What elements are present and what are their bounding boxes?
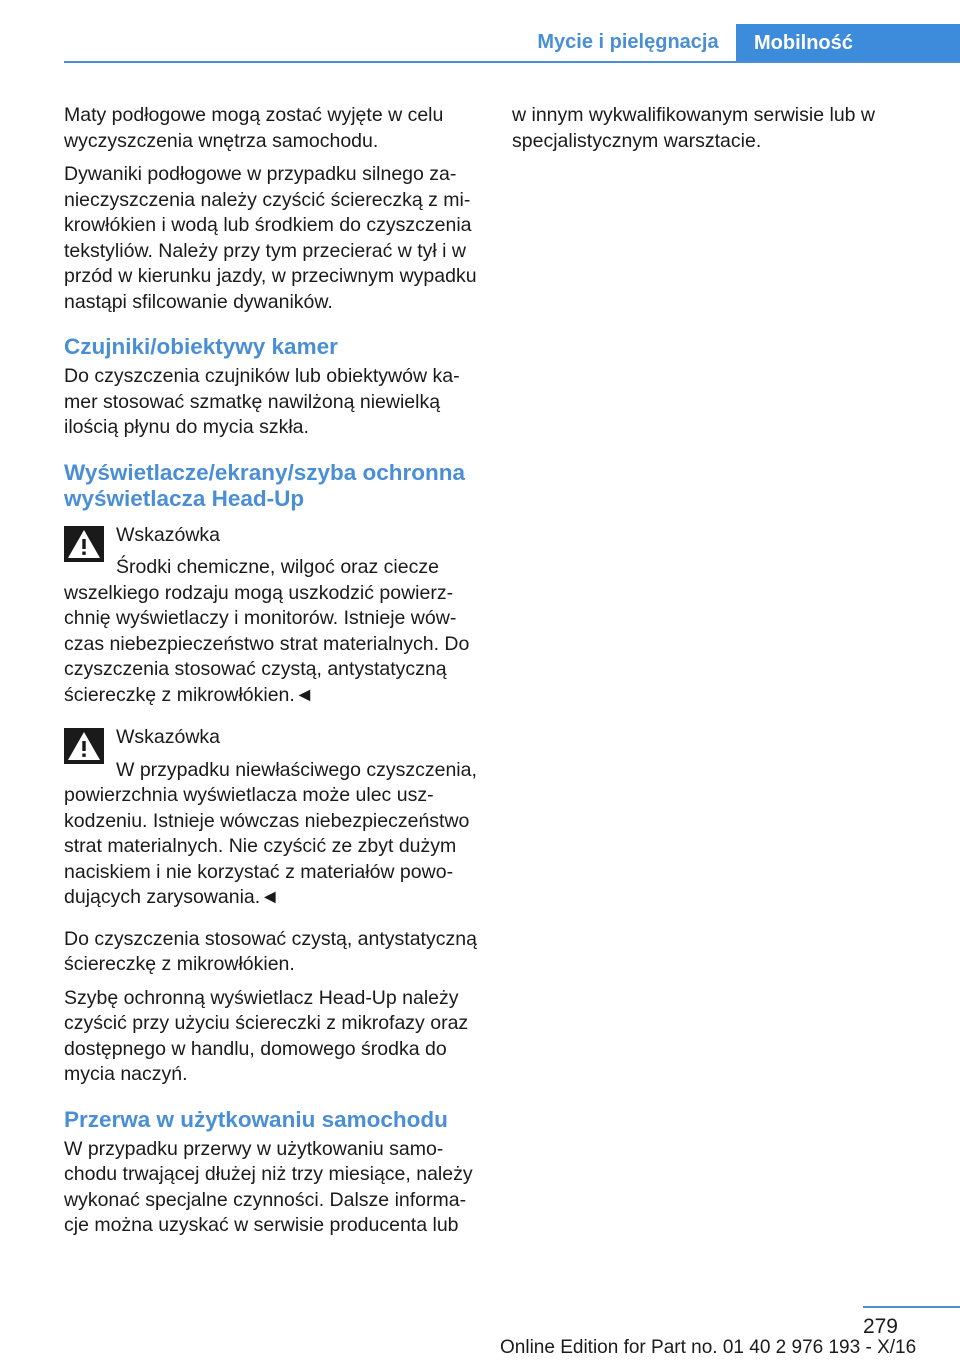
page-number: 279 [862, 1315, 898, 1338]
warning-triangle-icon [64, 526, 104, 562]
paragraph-storage-continued: w innym wykwalifikowanym serwisie lub w specjalistycznym warsztacie. [512, 104, 876, 152]
warning-2-text: W przypadku niewłaściwego czyszczenia, powierzchnia wyświetlacza może ulec uszkodzeniu. Istnieje wówczas niebezpieczeństwo strat materialnych. Nie czyścić ze zbyt dużym naciskiem i nie korzystać z materiałów powodujących zarysowania.◄ [64, 758, 477, 908]
warning-1-title: Wskazówka [116, 523, 221, 546]
right-column [512, 103, 897, 162]
left-column [64, 103, 482, 1247]
paragraph-head-up-glass: Szybę ochronną wyświetlacz Head-Up należy czyścić przy użyciu ściereczki z mikrofazy oraz dostępnego w handlu, domowego środka do mycia naczyń. [64, 986, 469, 1085]
header-section-tab: Mycie i pielęgnacja [537, 31, 719, 53]
heading-sensors: Czujniki/obiektywy kamer [64, 334, 338, 359]
footer-rule [863, 1306, 960, 1308]
paragraph-storage: W przypadku przerwy w użytkowaniu samochodu trwającej dłużej niż trzy miesiące, należy wykonać specjalne czynności. Dalsze informacje można uzyskać w serwisie producenta lub [64, 1137, 473, 1236]
paragraph-floor-mats: Maty podłogowe mogą zostać wyjęte w celu wyczyszczenia wnętrza samochodu. [64, 104, 444, 152]
warning-block-2 [64, 724, 482, 911]
warning-2-title: Wskazówka [116, 726, 221, 748]
paragraph-antistatic-cloth: Do czyszczenia stosować czystą, antystatyczną ściereczkę z mikrowłókien. [64, 927, 477, 975]
header-chapter-tab: Mobilność [736, 24, 960, 63]
edition-footer: Online Edition for Part no. 01 40 2 976 193 - X/16 [500, 1337, 917, 1358]
paragraph-sensors: Do czyszczenia czujników lub obiektywów kamer stosować szmatkę nawilżoną niewielką ilością płynu do mycia szkła. [64, 365, 460, 438]
paragraph-carpets: Dywaniki podłogowe w przypadku silnego zanieczyszczenia należy czyścić ściereczką z mikrowłókien i wodą lub środkiem do czyszczenia tekstyliów. Należy przy tym przecierać w tył i w przód w kierunku jazdy, w przeciwnym wypadku nastąpi sfilcowanie dywaników. [64, 163, 477, 313]
heading-storage: Przerwa w użytkowaniu samochodu [64, 1106, 448, 1132]
warning-triangle-icon [64, 728, 104, 764]
warning-block-1 [64, 522, 482, 709]
heading-displays: Wyświetlacze/ekrany/szyba ochronna wyświetlacza Head-Up [64, 459, 466, 511]
warning-1-text: Środki chemiczne, wilgoć oraz ciecze wszelkiego rodzaju mogą uszkodzić powierzchnię wyświetlaczy i monitorów. Istnieje wówczas niebezpieczeństwo strat materialnych. Do czyszczenia stosować czystą, antystatyczną ściereczkę z mikrowłókien.◄ [64, 556, 470, 706]
header-rule [64, 61, 960, 63]
